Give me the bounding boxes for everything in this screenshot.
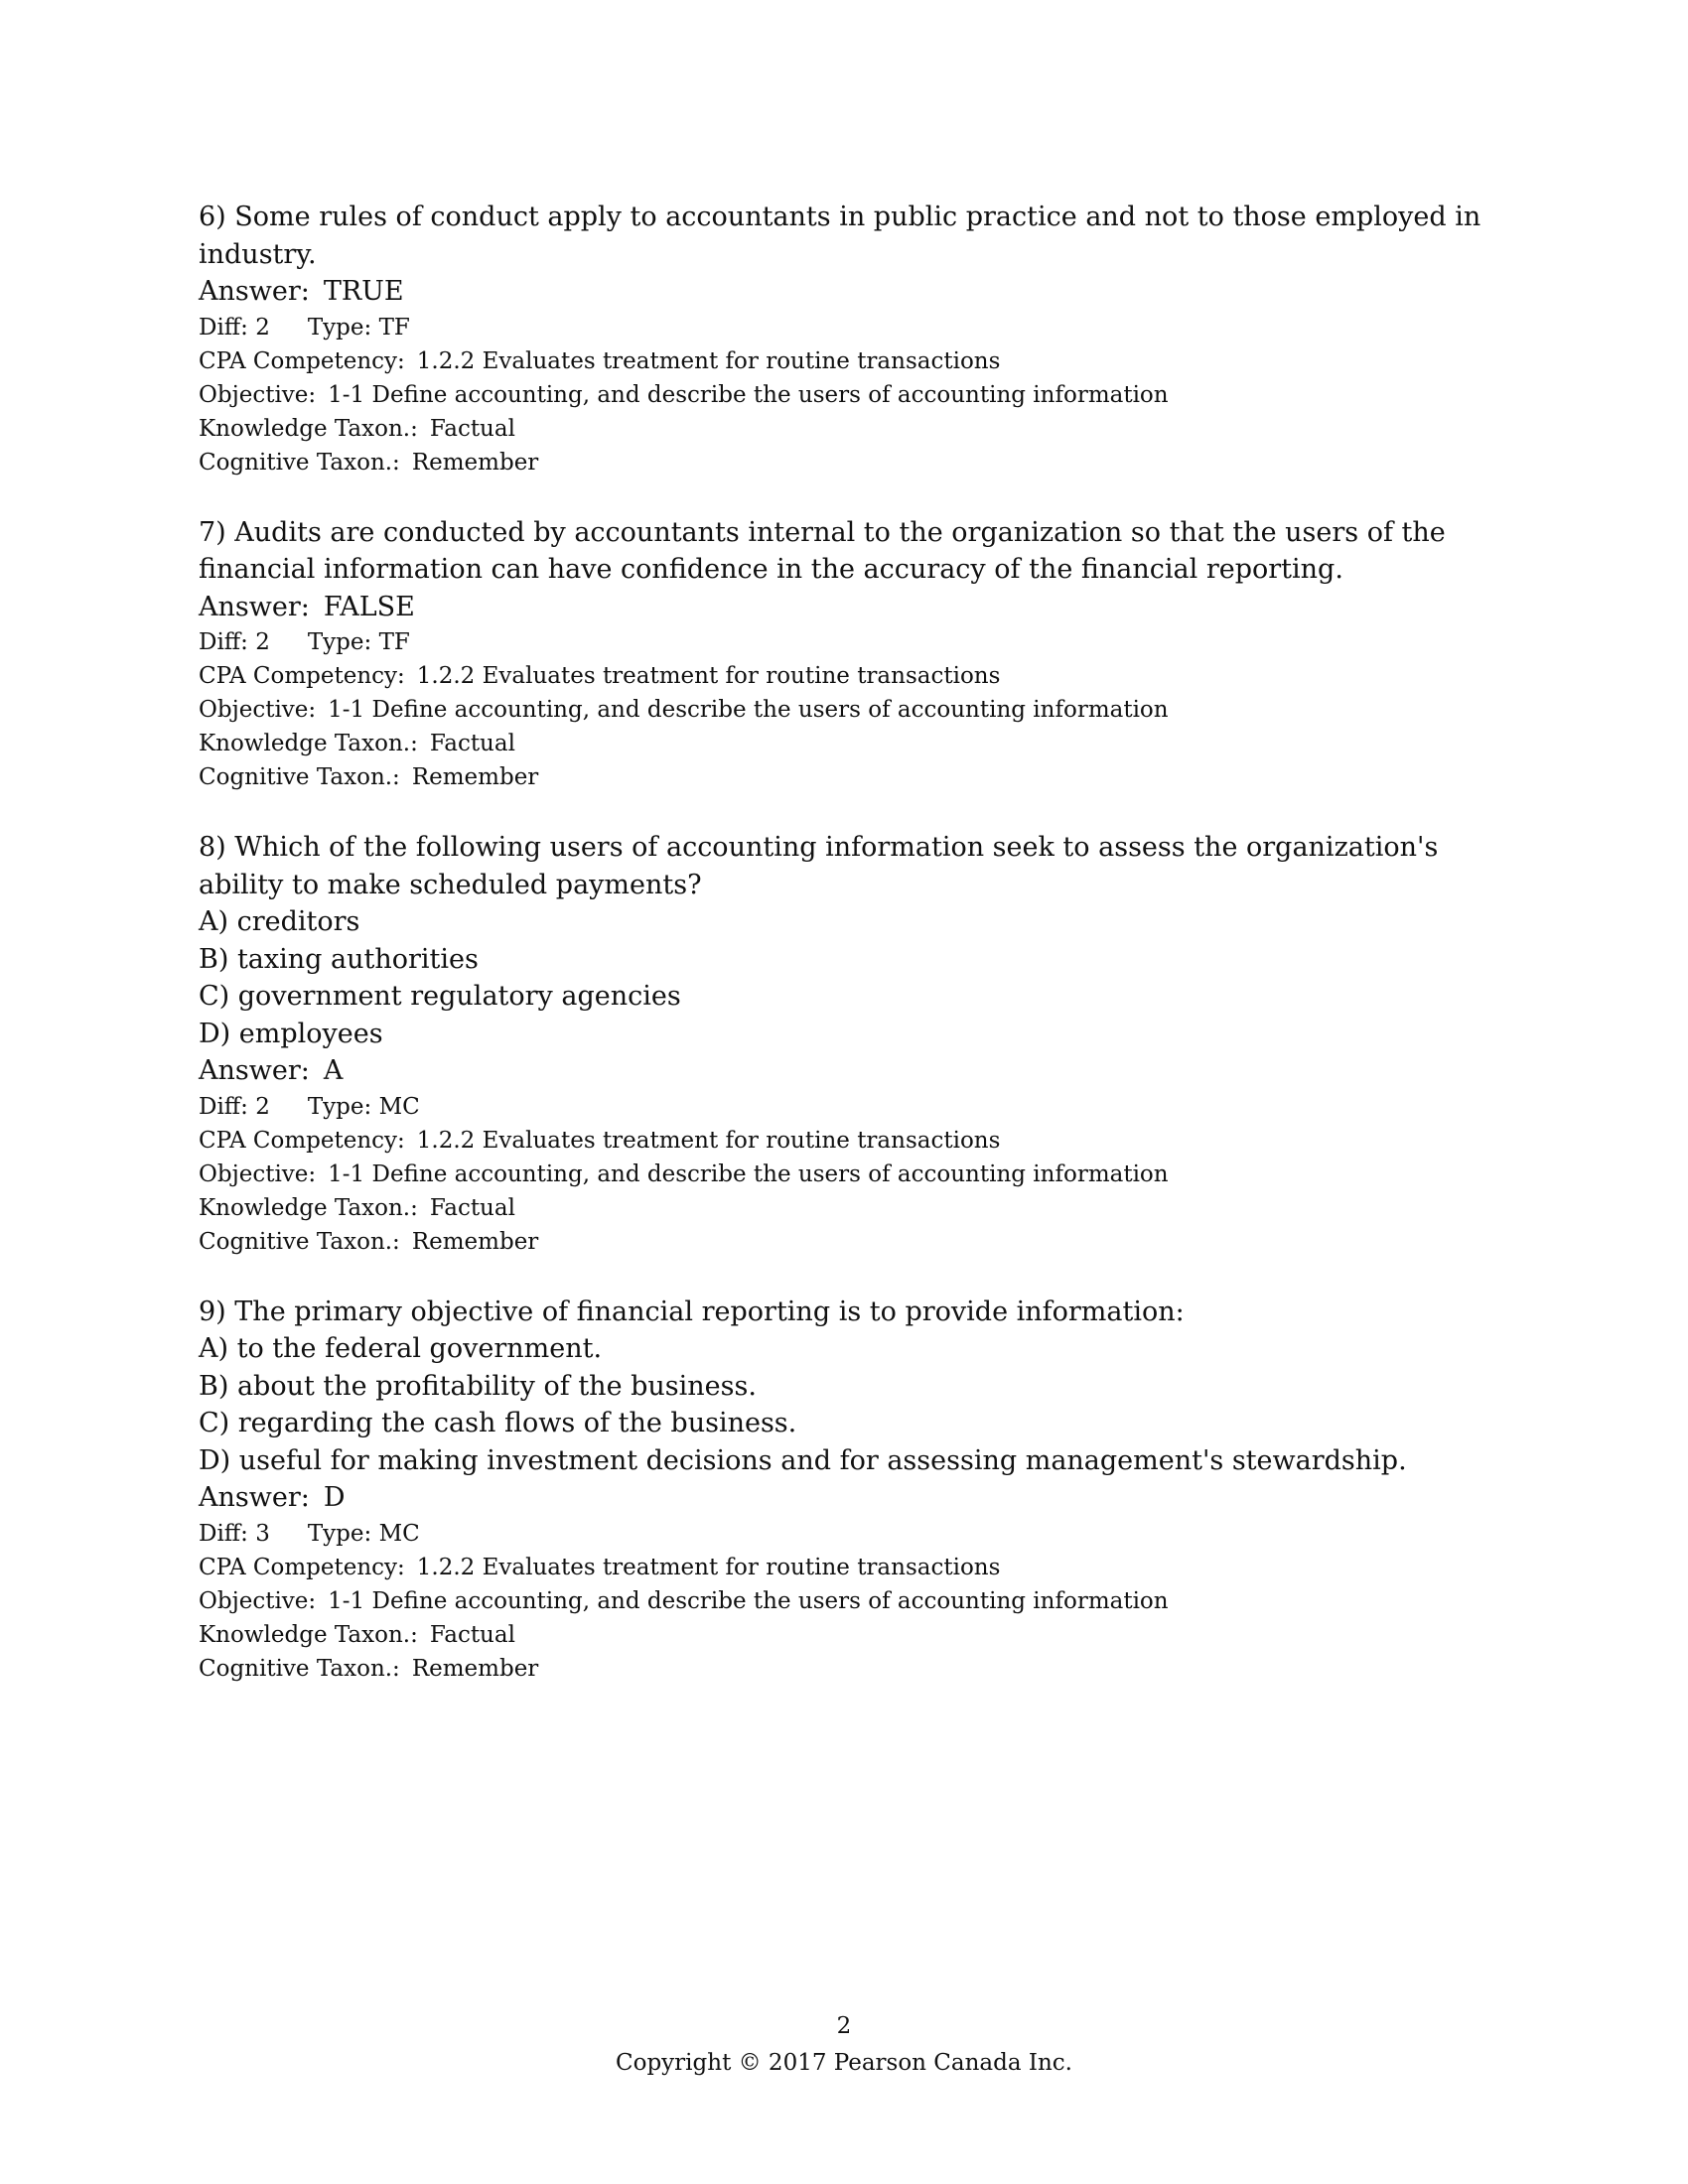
- type-value: Type: MC: [307, 1520, 420, 1547]
- cpa-competency: [199, 659, 1489, 693]
- cpa-value: 1.2.2 Evaluates treatment for routine transactions: [416, 1127, 1001, 1154]
- objective-value: 1-1 Define accounting, and describe the users of accounting information: [328, 381, 1169, 408]
- cpa-label: CPA Competency:: [199, 1127, 405, 1154]
- question-7: [199, 514, 1489, 795]
- answer-label: Answer:: [199, 276, 310, 307]
- cognitive-value: Remember: [411, 449, 539, 476]
- cognitive-value: Remember: [411, 1655, 539, 1682]
- objective-label: Objective:: [199, 381, 317, 408]
- cpa-competency: [199, 1124, 1489, 1158]
- objective: [199, 693, 1489, 727]
- choice-b: B) taxing authorities: [199, 943, 479, 975]
- knowledge-taxon: [199, 412, 1489, 446]
- answer-value: FALSE: [323, 591, 415, 622]
- choice-c: C) government regulatory agencies: [199, 981, 681, 1012]
- cognitive-value: Remember: [411, 1228, 539, 1255]
- type-value: Type: MC: [307, 1093, 420, 1120]
- question-list: [199, 199, 1489, 1720]
- type-value: Type: TF: [307, 629, 410, 655]
- choice-a: A) to the federal government.: [199, 1333, 603, 1364]
- choice-d: D) useful for making investment decisions and for assessing management's stewardship.: [199, 1444, 1407, 1476]
- question-8: [199, 829, 1489, 1259]
- knowledge-label: Knowledge Taxon.:: [199, 415, 418, 442]
- knowledge-value: Factual: [429, 415, 515, 442]
- diff-value: Diff: 3: [199, 1520, 270, 1547]
- cpa-label: CPA Competency:: [199, 663, 405, 689]
- diff-type-line: [199, 311, 1489, 344]
- cognitive-label: Cognitive Taxon.:: [199, 1655, 400, 1682]
- objective: [199, 1158, 1489, 1191]
- answer-line: [199, 273, 1489, 311]
- answer-label: Answer:: [199, 591, 310, 622]
- cognitive-taxon: [199, 446, 1489, 479]
- cpa-label: CPA Competency:: [199, 1554, 405, 1580]
- choice-a: A) creditors: [199, 906, 360, 937]
- diff-value: Diff: 2: [199, 314, 270, 341]
- cognitive-value: Remember: [411, 764, 539, 790]
- cpa-value: 1.2.2 Evaluates treatment for routine transactions: [416, 347, 1001, 374]
- objective: [199, 1584, 1489, 1618]
- objective-value: 1-1 Define accounting, and describe the users of accounting information: [328, 697, 1169, 723]
- cognitive-taxon: [199, 1225, 1489, 1259]
- cognitive-label: Cognitive Taxon.:: [199, 764, 400, 790]
- objective-label: Objective:: [199, 1160, 317, 1187]
- cpa-label: CPA Competency:: [199, 347, 405, 374]
- cpa-competency: [199, 344, 1489, 378]
- cpa-value: 1.2.2 Evaluates treatment for routine transactions: [416, 1554, 1001, 1580]
- knowledge-label: Knowledge Taxon.:: [199, 1621, 418, 1648]
- cognitive-label: Cognitive Taxon.:: [199, 449, 400, 476]
- question-text: 9) The primary objective of financial reporting is to provide information:: [199, 1296, 1185, 1327]
- knowledge-value: Factual: [429, 731, 515, 756]
- cpa-competency: [199, 1551, 1489, 1584]
- question-text: 6) Some rules of conduct apply to accountants in public practice and not to those employed in industry.: [199, 202, 1481, 270]
- answer-line: [199, 1052, 1489, 1090]
- objective-label: Objective:: [199, 697, 317, 723]
- question-text: 8) Which of the following users of accounting information seek to assess the organization's ability to make scheduled payments?: [199, 832, 1439, 900]
- diff-value: Diff: 2: [199, 629, 270, 655]
- cognitive-label: Cognitive Taxon.:: [199, 1228, 400, 1255]
- diff-value: Diff: 2: [199, 1093, 270, 1120]
- knowledge-taxon: [199, 1191, 1489, 1225]
- question-6: [199, 199, 1489, 479]
- knowledge-taxon: [199, 727, 1489, 760]
- copyright-notice: Copyright © 2017 Pearson Canada Inc.: [616, 2050, 1072, 2076]
- diff-type-line: [199, 625, 1489, 659]
- answer-value: TRUE: [323, 276, 404, 307]
- answer-line: [199, 589, 1489, 626]
- question-text: 7) Audits are conducted by accountants internal to the organization so that the users of the financial information can have confidence in the accuracy of the financial reporting.: [199, 516, 1446, 585]
- answer-line: [199, 1479, 1489, 1517]
- objective-label: Objective:: [199, 1587, 317, 1614]
- choice-b: B) about the profitability of the business.: [199, 1370, 757, 1402]
- page-number: 2: [836, 2013, 852, 2039]
- diff-type-line: [199, 1517, 1489, 1551]
- knowledge-label: Knowledge Taxon.:: [199, 1194, 418, 1221]
- choice-d: D) employees: [199, 1018, 383, 1049]
- cognitive-taxon: [199, 1652, 1489, 1686]
- knowledge-value: Factual: [429, 1621, 515, 1648]
- knowledge-taxon: [199, 1618, 1489, 1652]
- choice-c: C) regarding the cash flows of the business.: [199, 1408, 797, 1438]
- objective-value: 1-1 Define accounting, and describe the users of accounting information: [328, 1587, 1169, 1614]
- objective: [199, 378, 1489, 412]
- cognitive-taxon: [199, 760, 1489, 794]
- type-value: Type: TF: [307, 314, 410, 341]
- answer-label: Answer:: [199, 1482, 310, 1513]
- answer-value: D: [323, 1482, 346, 1513]
- diff-type-line: [199, 1090, 1489, 1124]
- cpa-value: 1.2.2 Evaluates treatment for routine transactions: [416, 663, 1001, 689]
- objective-value: 1-1 Define accounting, and describe the users of accounting information: [328, 1160, 1169, 1187]
- answer-label: Answer:: [199, 1055, 310, 1086]
- knowledge-value: Factual: [429, 1194, 515, 1221]
- question-9: [199, 1294, 1489, 1686]
- knowledge-label: Knowledge Taxon.:: [199, 731, 418, 756]
- answer-value: A: [323, 1055, 344, 1086]
